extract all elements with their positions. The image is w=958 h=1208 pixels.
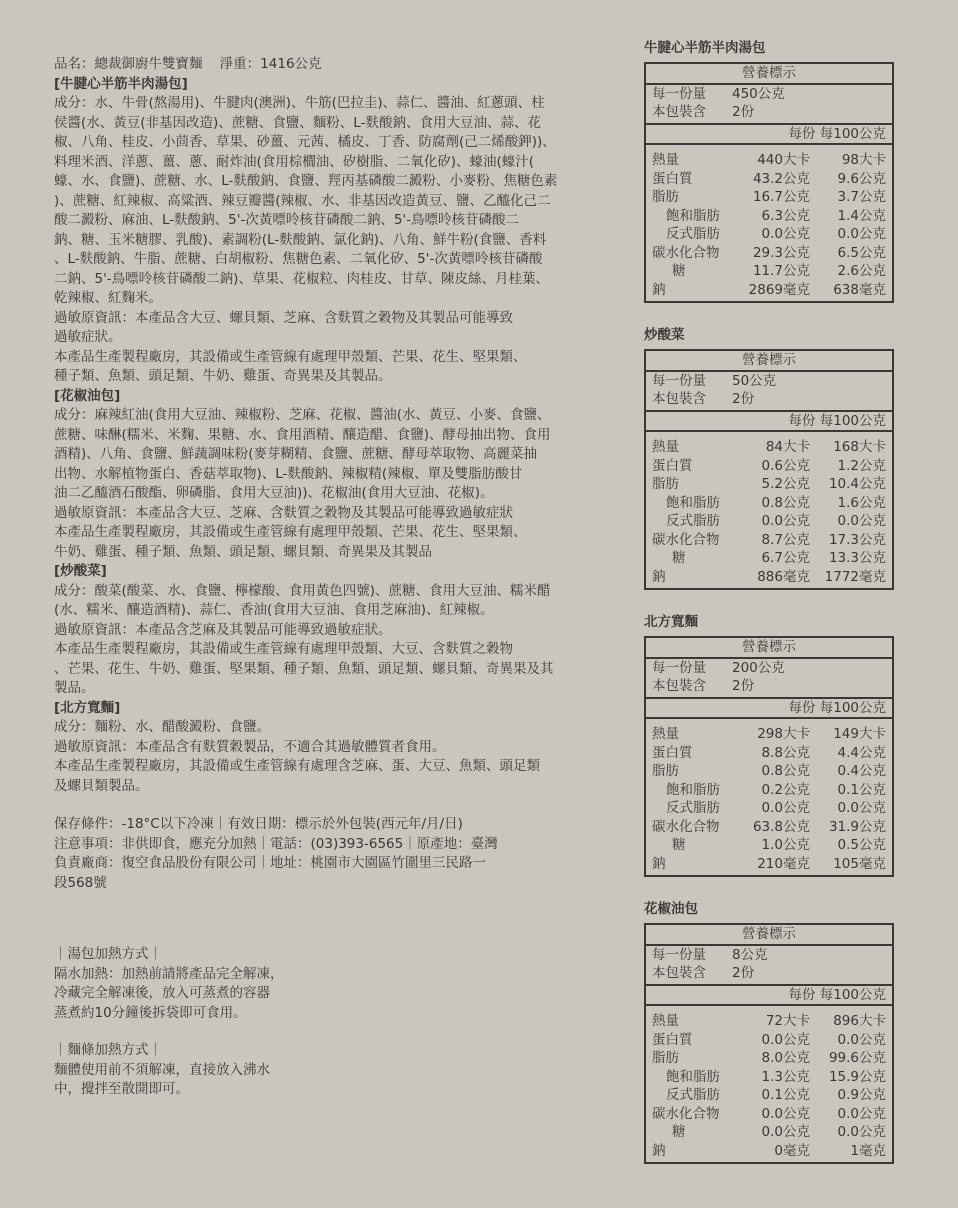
per-100g-value: 17.3公克 [828, 531, 886, 548]
per-serving-value: 0.0公克 [761, 1031, 810, 1048]
nutrient-row [646, 457, 892, 476]
nutrient-row [646, 1031, 892, 1050]
ingredient-line: 成分：水、牛骨(熬湯用)、牛腱肉(澳洲)、牛筋(巴拉圭)、蒜仁、醬油、紅蔥頭、柱 [54, 95, 545, 111]
serving-block [646, 85, 892, 125]
ingredient-line: 蠔、水、食鹽)、蔗糖、水、L-麩酸鈉、食鹽、羥丙基磷酸二澱粉、小麥粉、焦糖色素 [54, 173, 558, 189]
nutrient-row [646, 438, 892, 457]
storage-line: 段568號 [54, 874, 107, 891]
per-serving-value: 440大卡 [757, 152, 810, 168]
nutrient-row [646, 1123, 892, 1142]
per-100g-value: 105毫克 [833, 855, 886, 872]
per-serving-value: 1.0公克 [761, 837, 810, 853]
serving-value: 50公克 [732, 372, 777, 389]
nutrient-rows [646, 1006, 892, 1162]
count-label: 本包裝含 [652, 391, 706, 407]
per-serving-value: 29.3公克 [752, 244, 810, 261]
nutrient-rows [646, 719, 892, 875]
per-100g-value: 1毫克 [850, 1142, 886, 1159]
per-serving-value: 63.8公克 [752, 818, 810, 835]
section-title: [牛腱心半筋半肉湯包] [54, 75, 188, 92]
nutrition-title: 炒酸菜 [644, 327, 685, 343]
ingredient-line: 過敏原資訊：本產品含大豆、芝麻、含麩質之穀物及其製品可能導致過敏症狀 [54, 504, 513, 521]
ingredient-line: 製品。 [54, 680, 95, 696]
per-serving-value: 16.7公克 [752, 189, 810, 205]
nutrient-row [646, 1012, 892, 1031]
nutrient-row [646, 494, 892, 513]
nutrient-name: 脂肪 [652, 189, 679, 205]
per-100g-value: 0.0公克 [837, 513, 886, 529]
per-100g-value: 3.7公克 [837, 189, 886, 205]
nutrient-name: 碳水化合物 [652, 1105, 720, 1122]
nutrient-name: 熱量 [652, 1013, 679, 1029]
nutrient-name: 脂肪 [652, 1050, 679, 1066]
ingredient-line: 本產品生產製程廠房，其設備或生產管線有處理甲殼類、芒果、花生、堅果類、 [54, 348, 527, 365]
nutrient-name: 脂肪 [652, 476, 679, 492]
nutrition-title: 北方寬麵 [644, 614, 698, 630]
nutrient-row [646, 818, 892, 837]
per-100g-value: 6.5公克 [837, 244, 886, 261]
nutrient-row [646, 475, 892, 494]
nutrient-row [646, 855, 892, 874]
per-100g-value: 99.6公克 [828, 1050, 886, 1066]
serving-label: 每一份量 [652, 85, 706, 102]
per-serving-value: 8.7公克 [761, 531, 810, 548]
per-100g-value: 0.9公克 [837, 1087, 886, 1103]
storage-line: 保存條件：-18°C以下冷凍｜有效日期：標示於外包裝(西元年/月/日) [54, 816, 463, 832]
nutrient-row [646, 744, 892, 763]
nutrient-name: 蛋白質 [652, 744, 693, 761]
nutrient-name: 鈉 [652, 1142, 666, 1159]
heating-line: 冷藏完全解凍後，放入可蒸煮的容器 [54, 985, 270, 1001]
per-100g-value: 0.0公克 [837, 226, 886, 242]
nutrient-name: 鈉 [652, 855, 666, 872]
nutrition-header: 營養標示 [646, 351, 892, 372]
nutrient-row [646, 151, 892, 170]
ingredient-sections [54, 75, 594, 797]
nutrient-name: 反式脂肪 [666, 226, 720, 242]
ingredient-line: 酸二澱粉、麻油、L-麩酸鈉、5'-次黃嘌呤核苷磷酸二鈉、5'-鳥嘌呤核苷磷酸二 [54, 212, 519, 228]
nutrition-table [644, 923, 894, 1164]
ingredient-line: 油二乙醯酒石酸酯、卵磷脂、食用大豆油))、花椒油(食用大豆油、花椒)。 [54, 485, 494, 501]
serving-row [646, 372, 892, 391]
per-100g-value: 15.9公克 [828, 1068, 886, 1085]
serving-value: 450公克 [732, 85, 785, 102]
nutrient-row [646, 170, 892, 189]
nutrient-row [646, 1086, 892, 1105]
heating-title: ｜麵條加熱方式｜ [54, 1042, 162, 1058]
ingredient-line: 牛奶、雞蛋、種子類、魚類、頭足類、螺貝類、奇異果及其製品 [54, 543, 432, 560]
per-serving-value: 0.6公克 [761, 457, 810, 474]
section-title: [北方寬麵] [54, 699, 121, 716]
product-name: 品名：總裁御廚牛雙寶麵 [54, 56, 203, 72]
count-value: 2份 [732, 104, 755, 120]
per-serving-value: 0.8公克 [761, 494, 810, 511]
per-100g-value: 2.6公克 [837, 263, 886, 279]
column-header: 每份 每100公克 [646, 412, 892, 433]
ingredient-line: 二鈉、5'-鳥嘌呤核苷磷酸二鈉)、草果、花椒粒、肉桂皮、甘草、陳皮絲、月桂葉、 [54, 270, 549, 287]
nutrient-name: 糖 [672, 263, 686, 279]
per-serving-value: 8.0公克 [761, 1050, 810, 1066]
nutrient-name: 飽和脂肪 [666, 1068, 720, 1085]
per-serving-value: 6.3公克 [761, 207, 810, 224]
ingredient-line: 乾辣椒、紅麴米。 [54, 290, 162, 306]
per-100g-value: 98大卡 [841, 152, 886, 168]
per-100g-value: 4.4公克 [837, 744, 886, 761]
per-serving-value: 886毫克 [757, 568, 810, 585]
per-serving-value: 0.0公克 [761, 1105, 810, 1122]
per-serving-value: 0毫克 [774, 1142, 810, 1159]
per-100g-value: 0.0公克 [837, 800, 886, 816]
nutrient-row [646, 207, 892, 226]
per-100g-value: 10.4公克 [828, 476, 886, 492]
serving-block [646, 372, 892, 412]
nutrient-row [646, 836, 892, 855]
ingredient-line: 成分：酸菜(酸菜、水、食鹽、檸檬酸、食用黃色四號)、蔗糖、食用大豆油、糯米醋 [54, 582, 551, 599]
nutrient-name: 熱量 [652, 439, 679, 455]
nutrient-row [646, 1142, 892, 1161]
column-header: 每份 每100公克 [646, 986, 892, 1007]
count-row [646, 677, 892, 696]
heating-block [54, 945, 594, 1023]
per-serving-value: 8.8公克 [761, 744, 810, 761]
product-line [54, 55, 594, 75]
nutrient-name: 蛋白質 [652, 457, 693, 474]
per-serving-value: 2869毫克 [748, 281, 810, 298]
nutrient-name: 反式脂肪 [666, 800, 720, 816]
ingredient-line: 本產品生產製程廠房，其設備或生產管線有處理甲殼類、大豆、含麩質之穀物 [54, 641, 513, 657]
serving-row [646, 659, 892, 678]
per-serving-value: 0.1公克 [761, 1087, 810, 1103]
ingredient-line: 過敏原資訊：本產品含大豆、螺貝類、芝麻、含麩質之穀物及其製品可能導致 [54, 309, 513, 326]
per-100g-value: 9.6公克 [837, 170, 886, 187]
per-serving-value: 43.2公克 [752, 170, 810, 187]
per-100g-value: 0.4公克 [837, 763, 886, 779]
per-100g-value: 168大卡 [833, 439, 886, 455]
nutrient-name: 反式脂肪 [666, 1087, 720, 1103]
nutrient-name: 蛋白質 [652, 170, 693, 187]
nutrient-name: 碳水化合物 [652, 244, 720, 261]
nutrient-row [646, 1049, 892, 1068]
nutrient-name: 脂肪 [652, 763, 679, 779]
serving-block [646, 946, 892, 986]
nutrient-name: 糖 [672, 837, 686, 853]
nutrient-row [646, 1105, 892, 1124]
serving-label: 每一份量 [652, 659, 706, 676]
section-title: [花椒油包] [54, 387, 121, 404]
nutrient-name: 反式脂肪 [666, 513, 720, 529]
per-100g-value: 149大卡 [833, 726, 886, 742]
nutrient-row [646, 188, 892, 207]
nutrient-name: 碳水化合物 [652, 818, 720, 835]
ingredient-line: 椒、八角、桂皮、小茴香、草果、砂薑、元茜、橘皮、丁香、防腐劑(己二烯酸鉀))、 [54, 134, 556, 150]
nutrient-rows [646, 432, 892, 588]
per-serving-value: 0.0公克 [761, 1124, 810, 1140]
nutrient-row [646, 762, 892, 781]
nutrition-column [644, 36, 894, 1184]
nutrient-rows [646, 145, 892, 301]
serving-label: 每一份量 [652, 946, 706, 963]
per-serving-value: 298大卡 [757, 726, 810, 742]
count-value: 2份 [732, 678, 755, 694]
nutrient-name: 糖 [672, 1124, 686, 1140]
ingredient-line: 本產品生產製程廠房，其設備或生產管線有處理含芝麻、蛋、大豆、魚類、頭足類 [54, 758, 540, 774]
nutrition-title: 牛腱心半筋半肉湯包 [644, 40, 766, 56]
per-100g-value: 0.1公克 [837, 781, 886, 798]
nutrient-row [646, 1068, 892, 1087]
ingredient-line: (水、糯米、釀造酒精)、蒜仁、香油(食用大豆油、食用芝麻油)、紅辣椒。 [54, 602, 494, 618]
nutrition-header: 營養標示 [646, 64, 892, 85]
nutrient-row [646, 225, 892, 244]
nutrient-name: 飽和脂肪 [666, 781, 720, 798]
serving-row [646, 85, 892, 104]
nutrition-table [644, 636, 894, 877]
ingredient-line: 過敏原資訊：本產品含芝麻及其製品可能導致過敏症狀。 [54, 621, 392, 638]
per-100g-value: 13.3公克 [828, 550, 886, 566]
per-100g-value: 0.0公克 [837, 1105, 886, 1122]
count-label: 本包裝含 [652, 678, 706, 694]
serving-row [646, 946, 892, 965]
count-value: 2份 [732, 965, 755, 981]
per-serving-value: 1.3公克 [761, 1068, 810, 1085]
net-weight: 淨重：1416公克 [219, 56, 322, 72]
nutrient-row [646, 549, 892, 568]
per-serving-value: 210毫克 [757, 855, 810, 872]
per-100g-value: 896大卡 [833, 1013, 886, 1029]
per-serving-value: 11.7公克 [752, 263, 810, 279]
heating-line: 蒸煮約10分鐘後拆袋即可食用。 [54, 1004, 247, 1021]
count-label: 本包裝含 [652, 104, 706, 120]
per-100g-value: 31.9公克 [828, 818, 886, 835]
ingredient-line: 過敏症狀。 [54, 329, 122, 345]
nutrient-row [646, 531, 892, 550]
ingredient-line: 料理米酒、洋蔥、薑、蔥、耐炸油(食用棕櫚油、矽樹脂、二氧化矽)、蠔油(蠔汁( [54, 153, 535, 170]
per-serving-value: 72大卡 [765, 1013, 810, 1029]
nutrient-row [646, 262, 892, 281]
storage-info [54, 815, 594, 893]
per-serving-value: 0.2公克 [761, 781, 810, 798]
per-serving-value: 5.2公克 [761, 476, 810, 492]
nutrient-row [646, 725, 892, 744]
nutrient-row [646, 244, 892, 263]
ingredient-line: 種子類、魚類、頭足類、牛奶、雞蛋、奇異果及其製品。 [54, 368, 392, 384]
nutrient-name: 飽和脂肪 [666, 494, 720, 511]
per-100g-value: 0.0公克 [837, 1031, 886, 1048]
per-serving-value: 0.0公克 [761, 800, 810, 816]
per-serving-value: 6.7公克 [761, 550, 810, 566]
ingredient-line: 蔗糖、味醂(糯米、米麴、果糖、水、食用酒精、釀造醋、食鹽)、酵母抽出物、食用 [54, 426, 551, 443]
per-100g-value: 1.2公克 [837, 457, 886, 474]
nutrition-title: 花椒油包 [644, 901, 698, 917]
nutrient-name: 蛋白質 [652, 1031, 693, 1048]
ingredient-line: 酒精)、八角、食鹽、鮮蔬調味粉(麥芽糊精、食鹽、蔗糖、酵母萃取物、高麗菜抽 [54, 446, 538, 462]
serving-value: 200公克 [732, 659, 785, 676]
nutrient-name: 糖 [672, 550, 686, 566]
ingredient-line: 、芒果、花生、牛奶、雞蛋、堅果類、種子類、魚類、頭足類、螺貝類、奇異果及其 [54, 660, 554, 677]
count-row [646, 103, 892, 122]
per-100g-value: 1772毫克 [824, 568, 886, 585]
ingredient-line: 過敏原資訊：本產品含有麩質穀製品，不適合其過敏體質者食用。 [54, 738, 446, 755]
per-100g-value: 1.6公克 [837, 494, 886, 511]
ingredient-line: )、蔗糖、紅辣椒、高粱酒、辣豆瓣醬(辣椒、水、非基因改造黃豆、鹽、乙醯化己二 [54, 192, 551, 209]
ingredient-line: 侯醬(水、黃豆(非基因改造)、蔗糖、食鹽、麵粉、L-麩酸鈉、食用大豆油、蒜、花 [54, 114, 541, 131]
ingredient-line: 、L-麩酸鈉、牛脂、蔗糖、白胡椒粉、焦糖色素、二氧化矽、5'-次黃嘌呤核苷磷酸 [54, 251, 543, 267]
per-serving-value: 0.8公克 [761, 763, 810, 779]
serving-block [646, 659, 892, 699]
per-100g-value: 638毫克 [833, 281, 886, 298]
nutrient-row [646, 281, 892, 300]
nutrient-row [646, 799, 892, 818]
nutrient-name: 熱量 [652, 152, 679, 168]
count-value: 2份 [732, 391, 755, 407]
ingredient-line: 成分：麵粉、水、醋酸澱粉、食鹽。 [54, 719, 270, 735]
per-100g-value: 0.5公克 [837, 837, 886, 853]
column-header: 每份 每100公克 [646, 125, 892, 146]
nutrition-table [644, 62, 894, 303]
column-header: 每份 每100公克 [646, 699, 892, 720]
nutrient-name: 碳水化合物 [652, 531, 720, 548]
storage-line: 負責廠商：復空食品股份有限公司｜地址：桃園市大園區竹圍里三民路一 [54, 855, 486, 871]
ingredient-line: 出物、水解植物蛋白、香菇萃取物)、L-麩酸鈉、辣椒精(辣椒、單及雙脂肪酸甘 [54, 465, 523, 482]
ingredient-line: 及螺貝類製品。 [54, 777, 149, 794]
heating-block [54, 1041, 594, 1100]
nutrition-table [644, 349, 894, 590]
nutrient-name: 鈉 [652, 281, 666, 298]
ingredient-line: 鈉、糖、玉米糖膠、乳酸)、素調粉(L-麩酸鈉、氯化鈉)、八角、鮮牛粉(食鹽、香料 [54, 231, 547, 248]
ingredients-column [54, 55, 594, 1100]
serving-label: 每一份量 [652, 372, 706, 389]
count-row [646, 964, 892, 983]
nutrient-row [646, 781, 892, 800]
nutrition-header: 營養標示 [646, 925, 892, 946]
nutrient-name: 飽和脂肪 [666, 207, 720, 224]
section-title: [炒酸菜] [54, 563, 107, 579]
heating-instructions [54, 945, 594, 1100]
storage-line: 注意事項：非供即食，應充分加熱｜電話：(03)393-6565｜原產地：臺灣 [54, 835, 498, 852]
per-serving-value: 0.0公克 [761, 513, 810, 529]
per-serving-value: 84大卡 [765, 439, 810, 455]
ingredient-line: 成分：麻辣紅油(食用大豆油、辣椒粉、芝麻、花椒、醬油(水、黃豆、小麥、食鹽、 [54, 407, 551, 423]
nutrient-row [646, 568, 892, 587]
heating-line: 麵體使用前不須解凍，直接放入沸水 [54, 1061, 270, 1078]
ingredient-line: 本產品生產製程廠房，其設備或生產管線有處理甲殼類、芒果、花生、堅果類、 [54, 524, 527, 540]
nutrition-header: 營養標示 [646, 638, 892, 659]
per-100g-value: 0.0公克 [837, 1124, 886, 1140]
per-serving-value: 0.0公克 [761, 226, 810, 242]
heating-title: ｜湯包加熱方式｜ [54, 946, 162, 962]
nutrient-row [646, 512, 892, 531]
count-label: 本包裝含 [652, 965, 706, 981]
heating-line: 中，攪拌至散開即可。 [54, 1081, 189, 1097]
heating-line: 隔水加熱：加熱前請將產品完全解凍， [54, 965, 284, 982]
nutrient-name: 熱量 [652, 726, 679, 742]
nutrient-name: 鈉 [652, 568, 666, 585]
per-100g-value: 1.4公克 [837, 207, 886, 224]
count-row [646, 390, 892, 409]
serving-value: 8公克 [732, 946, 768, 963]
